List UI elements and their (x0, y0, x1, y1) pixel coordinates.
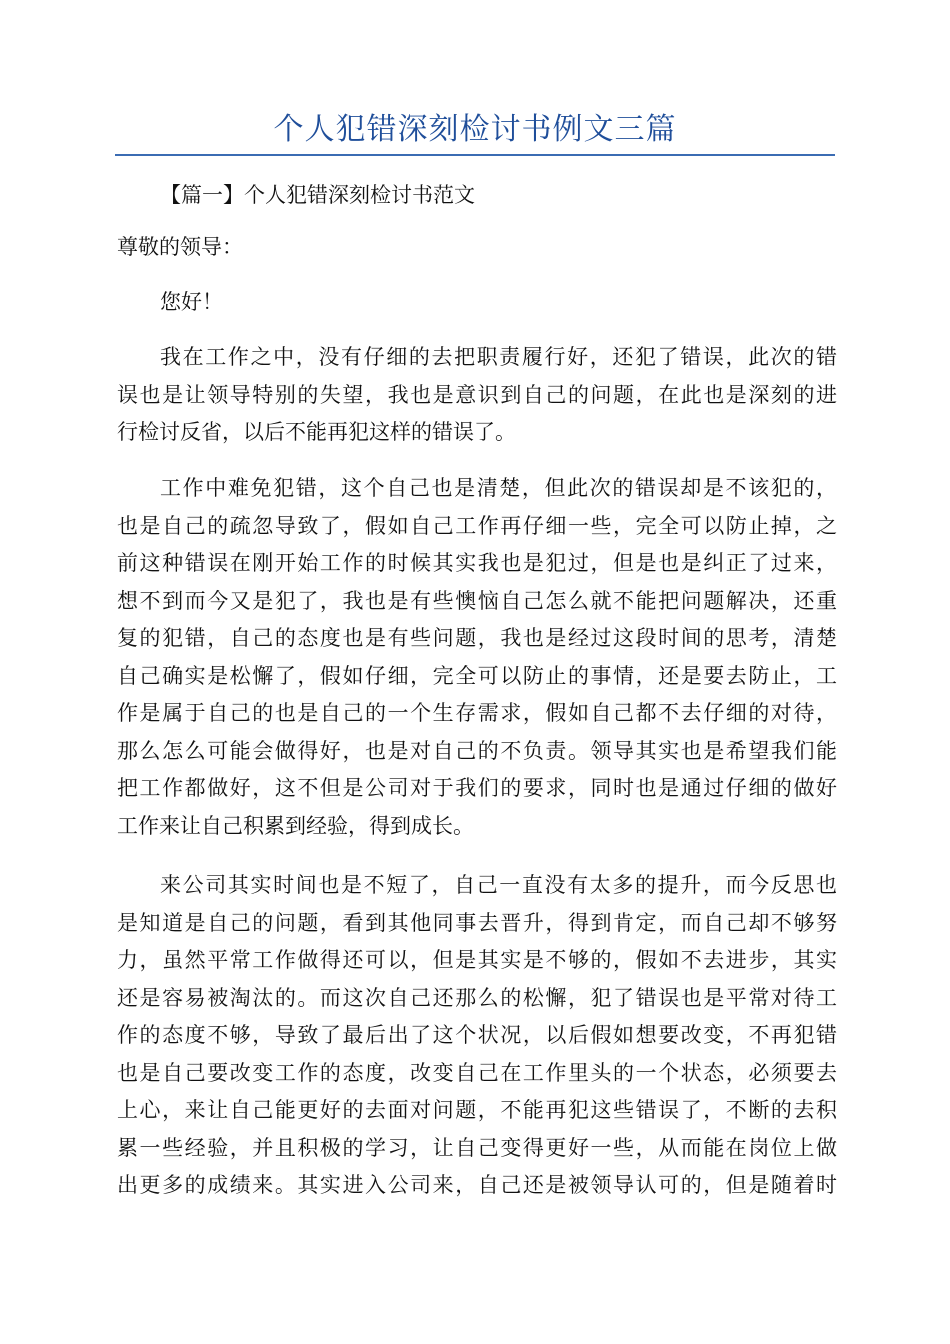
paragraph-line: 来公司其实时间也是不短了，自己一直没有太多的提升，而今反思也 (160, 873, 837, 897)
paragraph-line: 工作中难免犯错，这个自己也是清楚，但此次的错误却是不该犯的， (160, 476, 837, 500)
paragraph-line: 复的犯错，自己的态度也是有些问题，我也是经过这段时间的思考，清楚 (117, 626, 837, 650)
title-underline (115, 154, 835, 156)
paragraph-line: 我在工作之中，没有仔细的去把职责履行好，还犯了错误，此次的错 (160, 345, 837, 369)
paragraph-line: 行检讨反省，以后不能再犯这样的错误了。 (117, 420, 516, 444)
paragraph-line: 把工作都做好，这不但是公司对于我们的要求，同时也是通过仔细的做好 (117, 776, 837, 800)
paragraph-line: 累一些经验，并且积极的学习，让自己变得更好一些，从而能在岗位上做 (117, 1135, 837, 1160)
paragraph-line: 出更多的成绩来。其实进入公司来，自己还是被领导认可的，但是随着时 (117, 1173, 837, 1197)
paragraph-line: 自己确实是松懈了，假如仔细，完全可以防止的事情，还是要去防止，工 (117, 663, 837, 688)
paragraph-line: 误也是让领导特别的失望，我也是意识到自己的问题，在此也是深刻的进 (117, 382, 837, 407)
paragraph-line: 作的态度不够，导致了最后出了这个状况，以后假如想要改变，不再犯错 (117, 1023, 837, 1047)
paragraph-line: 也是自己要改变工作的态度，改变自己在工作里头的一个状态，必须要去 (117, 1060, 837, 1085)
section-heading: 【篇一】个人犯错深刻检讨书范文 (160, 183, 475, 207)
paragraph-line: 前这种错误在刚开始工作的时候其实我也是犯过，但是也是纠正了过来， (117, 551, 837, 575)
paragraph-line: 那么怎么可能会做得好，也是对自己的不负责。领导其实也是希望我们能 (117, 738, 837, 763)
greeting: 您好！ (160, 290, 223, 314)
paragraph-3 (117, 867, 837, 1205)
paragraph-line: 上心，来让自己能更好的去面对问题，不能再犯这些错误了，不断的去积 (117, 1098, 837, 1122)
paragraph-2 (117, 470, 837, 845)
paragraph-line: 也是自己的疏忽导致了，假如自己工作再仔细一些，完全可以防止掉，之 (117, 513, 837, 538)
paragraph-line: 是知道是自己的问题，看到其他同事去晋升，得到肯定，而自己却不够努 (117, 910, 837, 935)
paragraph-line: 工作来让自己积累到经验，得到成长。 (117, 813, 474, 838)
paragraph-line: 想不到而今又是犯了，我也是有些懊恼自己怎么就不能把问题解决，还重 (117, 588, 837, 613)
salutation: 尊敬的领导： (117, 235, 243, 259)
paragraph-line: 力，虽然平常工作做得还可以，但是其实是不够的，假如不去进步，其实 (117, 948, 837, 972)
paragraph-1 (117, 339, 837, 452)
document-title: 个人犯错深刻检讨书例文三篇 (273, 112, 677, 147)
paragraph-line: 作是属于自己的也是自己的一个生存需求，假如自己都不去仔细的对待， (117, 701, 837, 725)
paragraph-line: 还是容易被淘汰的。而这次自己还那么的松懈，犯了错误也是平常对待工 (117, 985, 837, 1010)
